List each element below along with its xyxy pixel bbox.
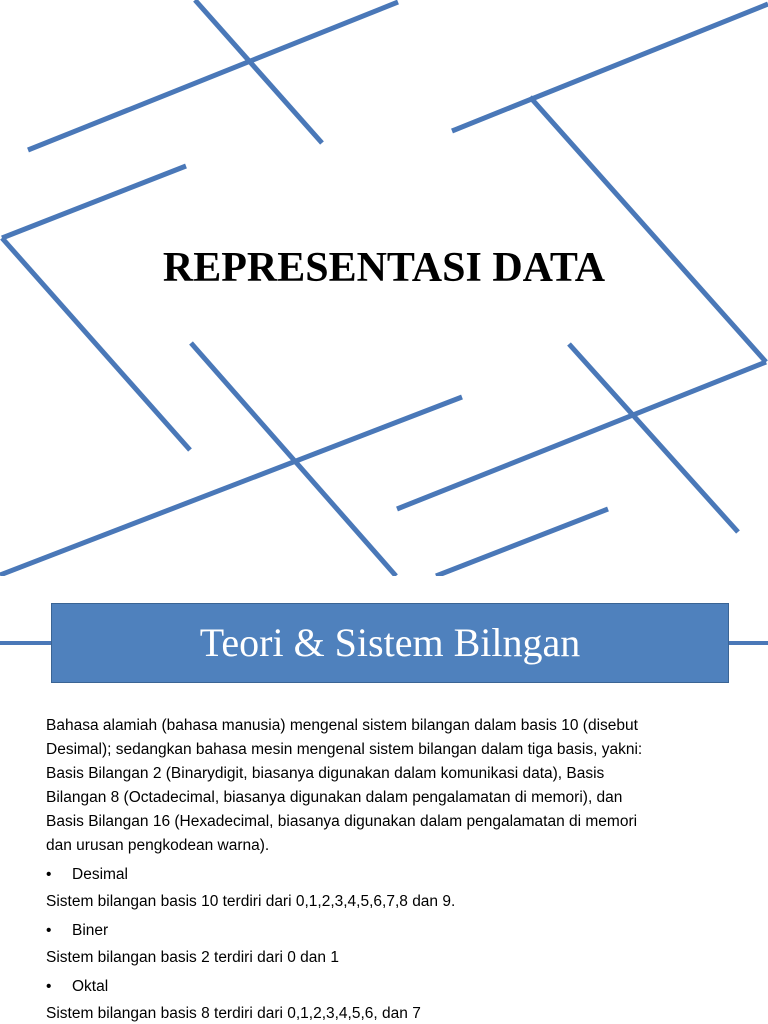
deco-line [452,4,768,131]
deco-line [569,344,738,532]
deco-line [0,397,462,575]
bullet-item [46,975,726,999]
bullet-icon: • [46,866,52,883]
presentation-title: REPRESENTASI DATA [162,245,606,291]
bullet-description: Sistem bilangan basis 2 terdiri dari 0 dan 1 [46,949,339,966]
bullet-label: Oktal [72,978,109,995]
bullet-label: Desimal [72,866,128,883]
deco-line [2,166,186,238]
bullet-description: Sistem bilangan basis 10 terdiri dari 0,1,2,3,4,5,6,7,8 dan 9. [46,893,456,910]
intro-line: Bilangan 8 (Octadecimal, biasanya digunakan dalam pengalamatan di memori), dan [46,789,623,806]
intro-line: Basis Bilangan 16 (Hexadecimal, biasanya digunakan dalam pengalamatan di memori [46,813,638,830]
deco-line [195,0,322,143]
intro-line: Desimal); sedangkan bahasa mesin mengenal sistem bilangan dalam tiga basis, yakni: [46,741,643,758]
deco-line [397,362,766,509]
bullet-item [46,919,726,943]
section-title: Teori & Sistem Bilngan [51,603,729,683]
intro-line: Basis Bilangan 2 (Binarydigit, biasanya digunakan dalam komunikasi data), Basis [46,765,605,782]
intro-line: dan urusan pengkodean warna). [46,837,270,854]
bullet-item [46,863,726,887]
bullet-icon: • [46,922,52,939]
slide-separator [0,576,768,584]
deco-line [28,2,398,150]
content-slide [0,584,768,1024]
bullet-label: Biner [72,922,109,939]
deco-line [436,509,608,576]
bullet-icon: • [46,978,52,995]
slide-body [46,714,726,1024]
bullet-description: Sistem bilangan basis 8 terdiri dari 0,1,2,3,4,5,6, dan 7 [46,1005,421,1022]
intro-line: Bahasa alamiah (bahasa manusia) mengenal sistem bilangan dalam basis 10 (disebut [46,717,638,734]
deco-line [530,97,766,362]
